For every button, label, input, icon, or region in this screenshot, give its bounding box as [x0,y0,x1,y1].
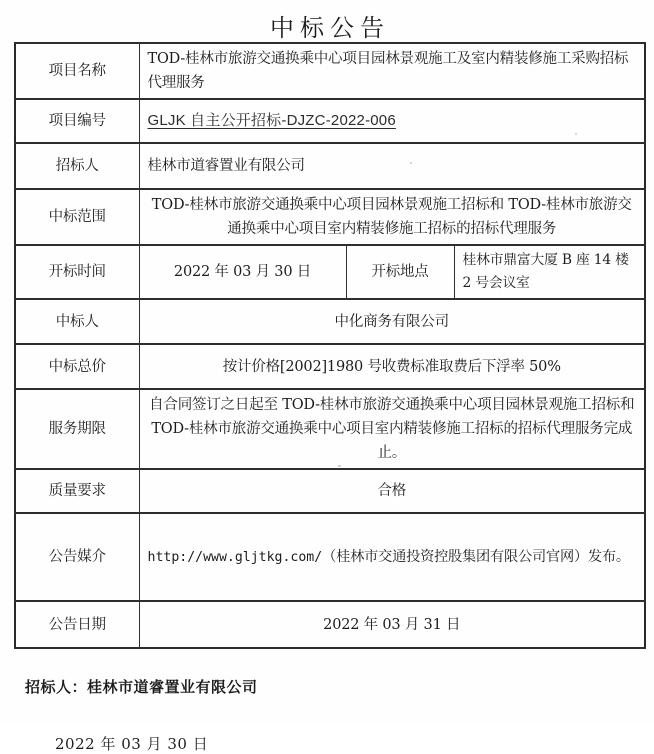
row-project-name [15,43,645,99]
project-name-label: 项目名称 [15,43,139,99]
row-bid-opening [15,245,645,299]
row-winner [15,299,645,344]
bid-opening-place-label: 开标地点 [346,245,454,299]
tenderer-label: 招标人 [15,143,139,189]
announcement-table [14,42,646,649]
bid-opening-time-label: 开标时间 [15,245,139,299]
announcement-date-label: 公告日期 [15,601,139,648]
row-service-period [15,389,645,469]
footer-tenderer-line: 招标人：桂林市道睿置业有限公司 [25,678,258,696]
service-period-label: 服务期限 [15,389,139,469]
row-project-number [15,99,645,143]
announcement-media-rest: （桂林市交通投资控股集团有限公司官网）发布。 [322,548,630,565]
project-number-label: 项目编号 [15,99,139,143]
total-price-label: 中标总价 [15,344,139,389]
row-bid-scope [15,189,645,245]
scan-speckle [575,133,577,135]
project-name-value: TOD-桂林市旅游交通换乘中心项目园林景观施工及室内精装修施工采购招标代理服务 [139,43,645,99]
service-period-value: 自合同签订之日起至 TOD-桂林市旅游交通换乘中心项目园林景观施工招标和 TOD-桂林市旅游交通换乘中心项目室内精装修施工招标的招标代理服务完成止。 [139,389,645,469]
row-total-price [15,344,645,389]
quality-requirement-label: 质量要求 [15,469,139,513]
total-price-value: 按计价格[2002]1980 号收费标准取费后下浮率 50% [139,344,645,389]
project-number-value [139,99,645,143]
scan-speckle [338,465,341,467]
quality-requirement-value: 合格 [139,469,645,513]
bid-opening-time-value: 2022 年 03 月 30 日 [139,245,346,299]
announcement-date-value: 2022 年 03 月 31 日 [139,601,645,648]
winner-value: 中化商务有限公司 [139,299,645,344]
announcement-media-value [139,513,645,601]
tenderer-value: 桂林市道睿置业有限公司 [139,143,645,189]
bid-scope-label: 中标范围 [15,189,139,245]
announcement-media-url: http://www.gljtkg.com/ [147,549,323,565]
row-tenderer [15,143,645,189]
announcement-media-label: 公告媒介 [15,513,139,601]
project-number-text: GLJK 自主公开招标-DJZC-2022-006 [147,112,396,129]
bid-scope-value: TOD-桂林市旅游交通换乘中心项目园林景观施工招标和 TOD-桂林市旅游交通换乘中心项目室内精装修施工招标的招标代理服务 [139,189,645,245]
row-announcement-media [15,513,645,601]
scan-speckle [410,162,412,164]
page-title: 中标公告 [270,14,390,42]
row-announcement-date [15,601,645,648]
row-quality-requirement [15,469,645,513]
bid-opening-place-value: 桂林市鼎富大厦 B 座 14 楼 2 号会议室 [454,245,645,299]
footer-date-line: 2022 年 03 月 30 日 [55,735,209,753]
winner-label: 中标人 [15,299,139,344]
